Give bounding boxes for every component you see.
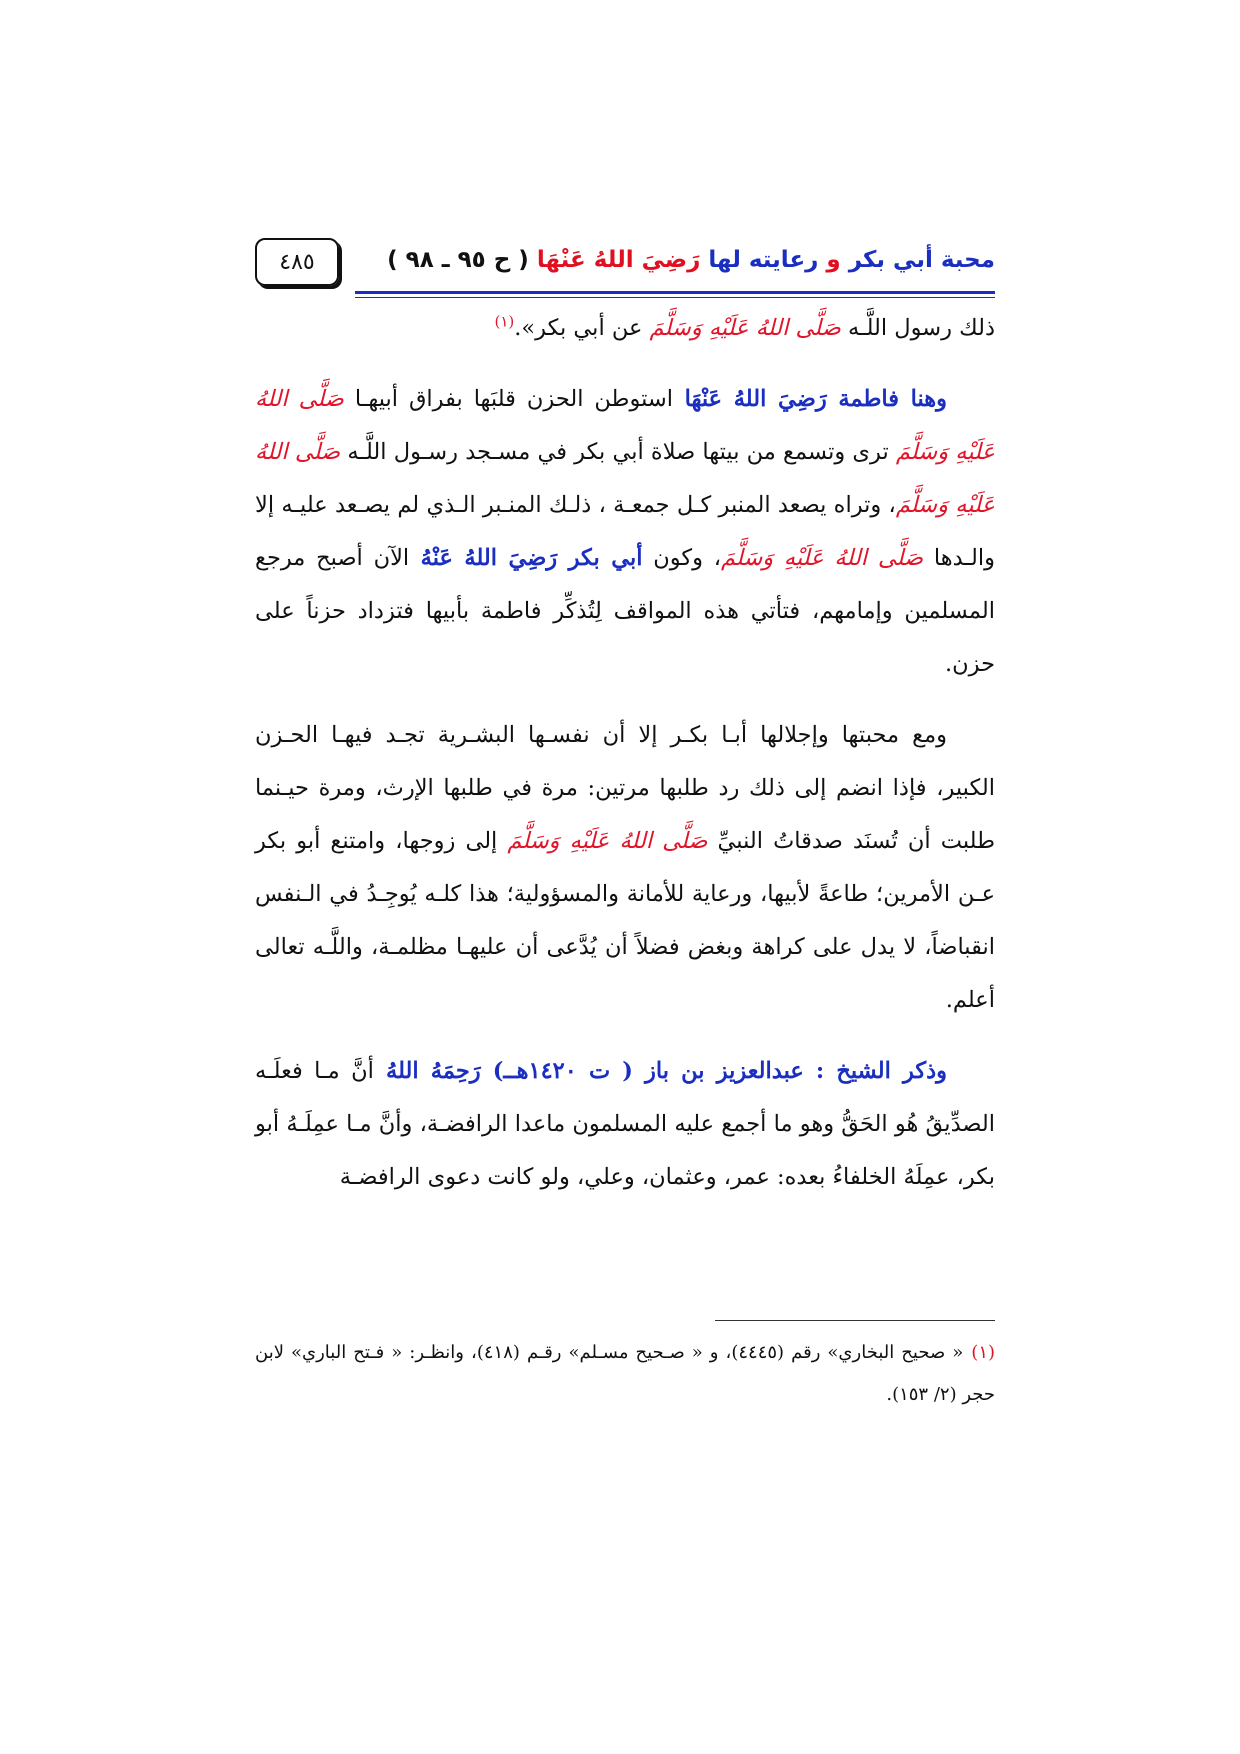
p2-name-abu-bakr: أبي بكر	[568, 545, 643, 571]
p1-text-1: ذلك رسول اللَّـه	[840, 315, 995, 341]
page-number-box	[255, 238, 339, 286]
p2-salawat-2: صَلَّى اللهُ عَلَيْهِ وَسَلَّمَ	[255, 439, 995, 518]
title-honorific: رَضِيَ اللهُ عَنْهَا	[528, 247, 709, 273]
p3-text-1: ومع محبتها وإجلالها أبـا بكـر إلا أن نفسـها البشـرية تجـد فيهـا الحـزن الكبير، فإذا انضم إلى ذلك رد طلبها مرتين: مرة في طلبها الإرث، ومرة حيـنما طلبت أن تُسنَد صدقاتُ النبيِّ	[255, 722, 996, 854]
p2-salawat-3: صَلَّى اللهُ عَلَيْهِ وَسَلَّمَ	[721, 545, 924, 571]
footnote-ref-1[interactable]: (١)	[494, 312, 515, 331]
p4-honorific: رَحِمَهُ اللهُ	[373, 1058, 493, 1084]
p2-honorific: رَضِيَ اللهُ عَنْهَا	[672, 386, 839, 412]
footnote-text: « صحيح البخاري» رقم (٤٤٤٥)، و « صـحيح مسـلم» رقـم (٤١٨)، وانظـر: « فـتح الباري» لابن حجر (٢/ ١٥٣).	[255, 1342, 995, 1405]
header-rule-thick	[355, 291, 995, 294]
paragraph-4	[255, 1045, 995, 1204]
footnote-separator	[715, 1320, 995, 1321]
p2-text-2: ترى وتسمع من بيتها صلاة أبي بكر في مسـجد رسـول اللَّـه	[340, 439, 896, 465]
paragraph-1	[255, 302, 995, 355]
paragraph-2	[255, 373, 995, 691]
p4-lead: وذكر الشيخ : عبدالعزيز بن باز ( ت ١٤٢٠هــ)	[492, 1058, 947, 1084]
p1-text-2: عن أبي بكر».	[514, 315, 650, 341]
page-header	[255, 238, 995, 298]
p3-text-2: إلى زوجها، وامتنع أبو بكر عـن الأمرين؛ طاعةً لأبيها، ورعاية للأمانة والمسؤولية؛ هذا كلـه يُوجِـدُ في الـنفس انقباضاً، لا يدل على كراهة وبغض فضلاً أن يُدَّعى أن عليهـا مظلمـة، واللَّـه تعالى أعلم.	[255, 828, 995, 1013]
p2-salawat-1: صَلَّى اللهُ عَلَيْهِ وَسَلَّمَ	[255, 386, 995, 465]
footnote	[255, 1332, 995, 1416]
paragraph-3	[255, 709, 995, 1027]
running-title	[387, 238, 995, 282]
title-part2: رعايته لها	[708, 247, 819, 273]
p3-salawat: صَلَّى اللهُ عَلَيْهِ وَسَلَّمَ	[507, 828, 708, 854]
header-rule-thin	[355, 297, 995, 298]
page-number: ٤٨٥	[279, 249, 315, 275]
p2-honorific-2: رَضِيَ اللهُ عَنْهُ	[409, 545, 569, 571]
main-text	[255, 302, 995, 1204]
p4-text-1: أنَّ مـا فعلَـه الصدِّيقُ هُو الحَقُّ وهو ما أجمع عليه المسلمون ماعدا الرافضـة، وأنَّ مـا عمِلَـهُ أبو بكر، عمِلَهُ الخلفاءُ بعده: عمر، وعثمان، وعلي، ولو كانت دعوى الرافضـة	[255, 1058, 995, 1190]
title-range: ( ح ٩٥ ـ ٩٨ )	[387, 247, 529, 273]
title-connector: و	[818, 247, 849, 273]
footnote-number: (١)	[971, 1342, 996, 1363]
p2-lead: وهنا فاطمة	[838, 386, 947, 412]
p2-text-5: الآن أصبح مرجع المسلمين وإمامهم، فتأتي هذه المواقف لِتُذكِّر فاطمة بأبيها فتزداد حزناً على حزن.	[255, 545, 995, 677]
p1-salawat: صَلَّى اللهُ عَلَيْهِ وَسَلَّمَ	[649, 315, 841, 341]
p2-text-4: ، وكون	[642, 545, 722, 571]
p2-text-1: استوطن الحزن قلبَها بفراق أبيهـا	[343, 386, 673, 412]
p2-text-3: ، وتراه يصعد المنبر كـل جمعـة ، ذلـك المنـبر الـذي لم يصـعد عليـه إلا والـدها	[255, 492, 996, 571]
title-part1: محبة أبي بكر	[848, 247, 995, 273]
